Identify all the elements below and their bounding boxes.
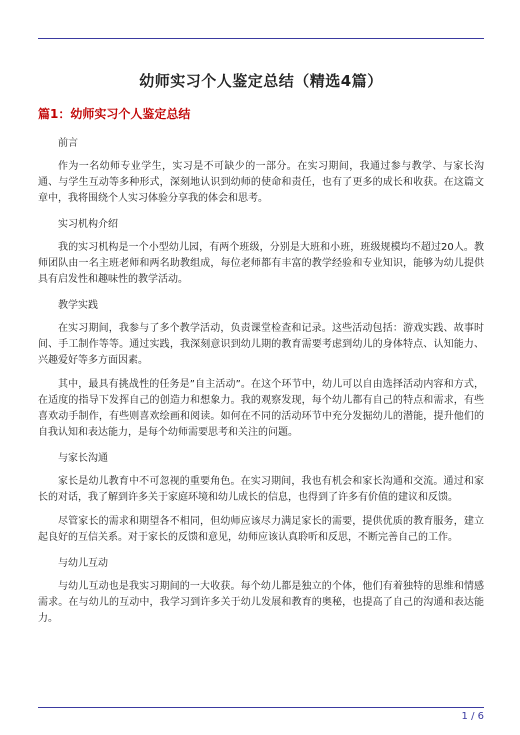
section-child-interaction	[38, 554, 484, 627]
document-body	[38, 70, 484, 635]
section-teaching-practice	[38, 296, 484, 441]
section-preface	[38, 134, 484, 207]
section-heading: 实习机构介绍	[58, 219, 118, 230]
paragraph: 其中，最具有挑战性的任务是”自主活动”。在这个环节中，幼儿可以自由选择活动内容和方式，在适度的指导下发挥自己的创造力和想象力。我的观察发现，每个幼儿都有自己的特点和需求，有些喜欢动手制作，有些则喜欢绘画和阅读。如何在不同的活动环节中充分发掘幼儿的潜能，提升他们的自我认知和表达能力，是每个幼师需要思考和关注的问题。	[38, 379, 484, 438]
page-indicator: 1 / 6	[461, 711, 484, 722]
paragraph: 尽管家长的需求和期望各不相同，但幼师应该尽力满足家长的需要，提供优质的教育服务，建立起良好的互信关系。对于家长的反馈和意见，幼师应该认真聆听和反思，不断完善自己的工作。	[38, 516, 484, 543]
section-institution	[38, 215, 484, 288]
paragraph: 作为一名幼师专业学生，实习是不可缺少的一部分。在实习期间，我通过参与教学、与家长沟通、与学生互动等多种形式，深刻地认识到幼师的使命和责任，也有了更多的成长和收获。在这篇文章中，我将围绕个人实习体验分享我的体会和思考。	[38, 161, 484, 204]
paragraph: 家长是幼儿教育中不可忽视的重要角色。在实习期间，我也有机会和家长沟通和交流。通过和家长的对话，我了解到许多关于家庭环境和幼儿成长的信息，也得到了许多有价值的建议和反馈。	[38, 476, 484, 503]
paragraph: 我的实习机构是一个小型幼儿园，有两个班级，分别是大班和小班，班级规模均不超过20人。教师团队由一名主班老师和两名助教组成，每位老师都有丰富的教学经验和专业知识，能够为幼儿提供具有启发性和趣味性的教学活动。	[38, 242, 484, 285]
section-heading: 与幼儿互动	[58, 558, 108, 569]
paragraph: 与幼儿互动也是我实习期间的一大收获。每个幼儿都是独立的个体，他们有着独特的思维和情感需求。在与幼儿的互动中，我学习到许多关于幼儿发展和教育的奥秘，也提高了自己的沟通和表达能力。	[38, 581, 484, 624]
header-rule	[38, 38, 484, 39]
section-parent-communication	[38, 449, 484, 546]
section-heading: 教学实践	[58, 300, 98, 311]
footer-rule	[38, 707, 484, 708]
section-heading: 前言	[58, 138, 78, 149]
chapter-title: 篇1：幼师实习个人鉴定总结	[38, 107, 191, 121]
section-heading: 与家长沟通	[58, 453, 108, 464]
paragraph: 在实习期间，我参与了多个教学活动，负责课堂检查和记录。这些活动包括：游戏实践、故事时间、手工制作等等。通过实践，我深刻意识到幼儿期的教育需要考虑到幼儿的身体特点、认知能力、兴趣爱好等多方面因素。	[38, 323, 484, 366]
document-title: 幼师实习个人鉴定总结（精选4篇）	[139, 72, 383, 90]
